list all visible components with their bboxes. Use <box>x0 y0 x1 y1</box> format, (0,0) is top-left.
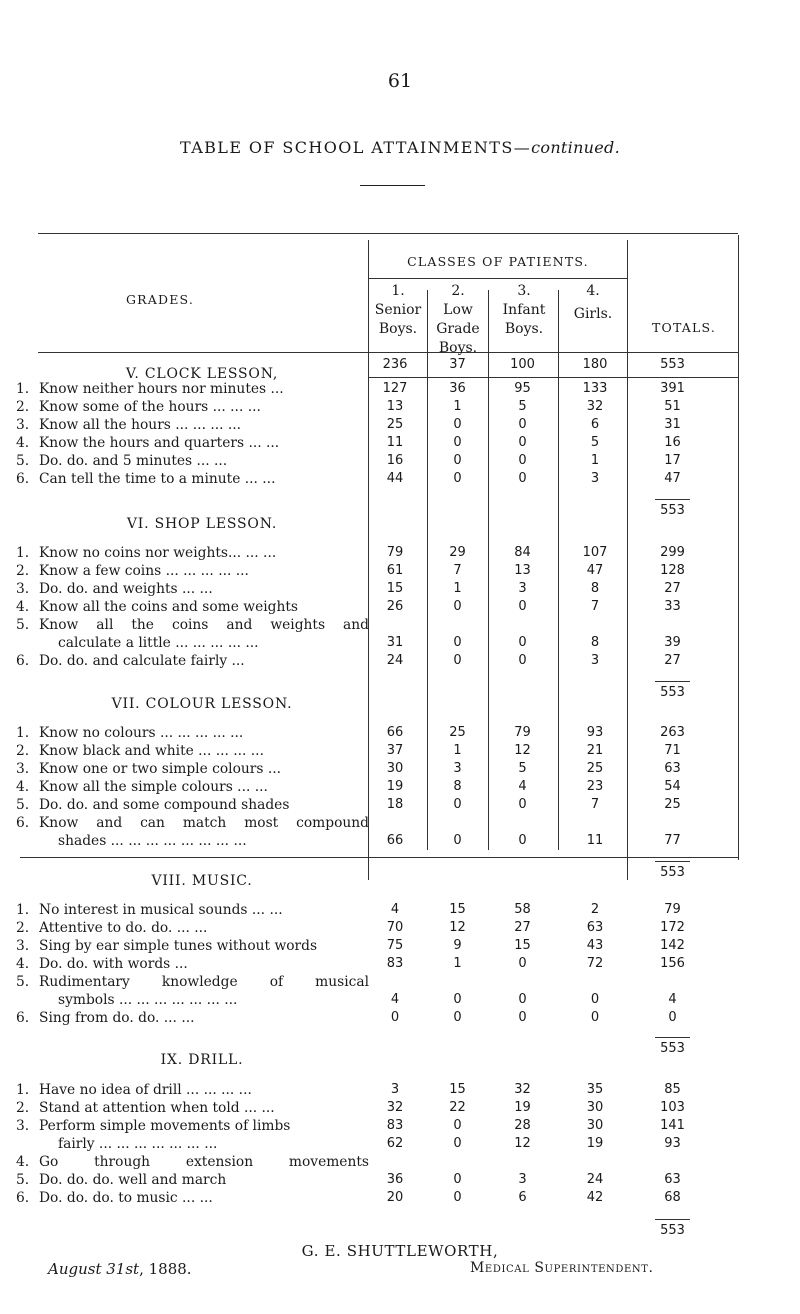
cell-senior-boys: 4 <box>390 992 400 1007</box>
cell-senior-boys: 25 <box>386 417 404 432</box>
row-label: Attentive to do. do. ... ... <box>39 920 208 936</box>
section-total: 553 <box>660 1223 685 1238</box>
cell-low-grade-boys: 0 <box>453 635 462 650</box>
table-row <box>0 562 800 580</box>
table-row <box>0 1135 800 1153</box>
cell-total: 27 <box>664 653 681 668</box>
cell-low-grade-boys: 15 <box>449 902 466 917</box>
table-row <box>0 796 800 814</box>
row-number: 3. <box>16 761 30 777</box>
row-number: 1. <box>16 902 30 918</box>
row-number: 5. <box>16 1172 30 1188</box>
row-label-continued: shades ... ... ... ... ... ... ... ... <box>58 833 247 849</box>
cell-girls: 3 <box>590 653 600 668</box>
table-row <box>0 434 800 452</box>
row-label: Rudimentary knowledge of musical <box>39 974 369 990</box>
row-label: Know no colours ... ... ... ... ... <box>39 725 244 741</box>
header-bottom-rule <box>38 352 738 353</box>
cell-infant-boys: 15 <box>514 938 531 953</box>
cell-low-grade-boys: 22 <box>449 1100 466 1115</box>
cell-senior-boys: 0 <box>390 1010 400 1025</box>
row-label: Have no idea of drill ... ... ... ... <box>39 1082 252 1098</box>
row-number: 2. <box>16 563 30 579</box>
table-row <box>0 1171 800 1189</box>
table-row <box>0 1117 800 1135</box>
cell-infant-boys: 0 <box>518 653 527 668</box>
section-total-rule <box>655 499 690 500</box>
row-label: Do. do. do. well and march <box>39 1172 227 1188</box>
table-row <box>0 919 800 937</box>
row-label: Go through extension movements <box>39 1154 369 1170</box>
signature-name: G. E. SHUTTLEWORTH, <box>301 1242 499 1260</box>
table-row <box>0 832 800 850</box>
row-label: Do. do. and weights ... ... <box>39 581 213 597</box>
cell-senior-boys: 62 <box>386 1136 404 1151</box>
cell-low-grade-boys: 9 <box>453 938 462 953</box>
section-total: 553 <box>660 1041 685 1056</box>
cell-total: 47 <box>664 471 681 486</box>
cell-low-grade-boys: 1 <box>453 956 462 971</box>
cell-infant-boys: 6 <box>518 1190 527 1205</box>
cell-infant-boys: 5 <box>518 761 527 776</box>
class-total-low-grade: 37 <box>449 357 466 372</box>
table-row <box>0 580 800 598</box>
cell-infant-boys: 13 <box>514 563 531 578</box>
table-row <box>0 1009 800 1027</box>
section-total: 553 <box>660 503 685 518</box>
signature-role: Medical Superintendent. <box>470 1260 654 1276</box>
cell-infant-boys: 3 <box>518 581 527 596</box>
table-row <box>0 1189 800 1207</box>
table-row-label-first-line <box>0 973 800 991</box>
row-label: Do. do. and some compound shades <box>39 797 290 813</box>
cell-girls: 8 <box>590 581 600 596</box>
section-total-rule <box>655 861 690 862</box>
row-label-continued: fairly ... ... ... ... ... ... ... <box>58 1136 218 1152</box>
table-row <box>0 724 800 742</box>
cell-girls: 30 <box>586 1118 604 1133</box>
cell-senior-boys: 11 <box>386 435 404 450</box>
cell-total: 17 <box>664 453 681 468</box>
cell-total: 68 <box>664 1190 681 1205</box>
cell-girls: 25 <box>586 761 604 776</box>
cell-total: 172 <box>660 920 685 935</box>
table-bottom-border <box>20 857 738 858</box>
row-label: Know some of the hours ... ... ... <box>39 399 261 415</box>
row-label: Know all the coins and weights and <box>39 617 369 633</box>
row-number: 4. <box>16 779 30 795</box>
table-row <box>0 380 800 398</box>
cell-low-grade-boys: 8 <box>453 779 462 794</box>
cell-total: 31 <box>664 417 681 432</box>
cell-low-grade-boys: 0 <box>453 599 462 614</box>
column-header-senior-boys: 1. Senior Boys. <box>374 283 422 337</box>
cell-infant-boys: 27 <box>514 920 531 935</box>
cell-total: 142 <box>660 938 685 953</box>
cell-senior-boys: 32 <box>386 1100 404 1115</box>
cell-girls: 0 <box>590 992 600 1007</box>
row-number: 3. <box>16 938 30 954</box>
class-totals-rule <box>368 377 738 378</box>
table-row-label-first-line <box>0 1153 800 1171</box>
table-row <box>0 544 800 562</box>
cell-infant-boys: 0 <box>518 599 527 614</box>
table-row <box>0 416 800 434</box>
cell-girls: 32 <box>586 399 604 414</box>
column-header-girls: 4. Girls. <box>573 283 613 322</box>
cell-senior-boys: 83 <box>386 1118 404 1133</box>
cell-low-grade-boys: 0 <box>453 435 462 450</box>
grades-header: GRADES. <box>125 292 195 307</box>
cell-infant-boys: 0 <box>518 956 527 971</box>
table-row <box>0 742 800 760</box>
row-number: 5. <box>16 974 30 990</box>
row-label: Sing by ear simple tunes without words <box>39 938 318 954</box>
cell-senior-boys: 4 <box>390 902 400 917</box>
cell-total: 77 <box>664 833 681 848</box>
class-total-senior: 236 <box>382 357 408 372</box>
cell-total: 39 <box>664 635 681 650</box>
cell-low-grade-boys: 1 <box>453 399 462 414</box>
cell-infant-boys: 12 <box>514 743 531 758</box>
row-number: 4. <box>16 435 30 451</box>
row-number: 2. <box>16 1100 30 1116</box>
cell-infant-boys: 19 <box>514 1100 531 1115</box>
row-number: 1. <box>16 725 30 741</box>
row-number: 6. <box>16 815 30 831</box>
cell-girls: 43 <box>586 938 604 953</box>
cell-low-grade-boys: 0 <box>453 653 462 668</box>
row-number: 6. <box>16 1190 30 1206</box>
cell-infant-boys: 0 <box>518 992 527 1007</box>
cell-low-grade-boys: 0 <box>453 471 462 486</box>
section-title: VIII. MUSIC. <box>151 873 253 889</box>
cell-infant-boys: 0 <box>518 435 527 450</box>
table-row <box>0 398 800 416</box>
cell-senior-boys: 66 <box>386 833 404 848</box>
cell-girls: 19 <box>586 1136 604 1151</box>
row-number: 2. <box>16 399 30 415</box>
table-top-border <box>38 233 738 234</box>
cell-low-grade-boys: 0 <box>453 453 462 468</box>
cell-infant-boys: 0 <box>518 417 527 432</box>
table-row <box>0 634 800 652</box>
section-total: 553 <box>660 865 685 880</box>
table-row <box>0 991 800 1009</box>
cell-girls: 11 <box>586 833 604 848</box>
cell-girls: 72 <box>586 956 604 971</box>
row-number: 5. <box>16 617 30 633</box>
section-title: VII. COLOUR LESSON. <box>111 696 293 712</box>
cell-senior-boys: 83 <box>386 956 404 971</box>
section-title: VI. SHOP LESSON. <box>126 516 278 532</box>
table-row <box>0 598 800 616</box>
page-title: TABLE OF SCHOOL ATTAINMENTS—continued. <box>180 138 620 157</box>
cell-senior-boys: 36 <box>386 1172 404 1187</box>
cell-girls: 23 <box>586 779 604 794</box>
table-row <box>0 937 800 955</box>
class-total-all: 553 <box>660 357 685 372</box>
row-label: Know the hours and quarters ... ... <box>39 435 280 451</box>
cell-total: 63 <box>664 761 681 776</box>
row-number: 6. <box>16 1010 30 1026</box>
row-label-continued: calculate a little ... ... ... ... ... <box>58 635 259 651</box>
row-label: Know black and white ... ... ... ... <box>39 743 264 759</box>
row-label: Do. do. do. to music ... ... <box>39 1190 213 1206</box>
row-label: No interest in musical sounds ... ... <box>39 902 283 918</box>
cell-infant-boys: 79 <box>514 725 531 740</box>
cell-infant-boys: 0 <box>518 1010 527 1025</box>
cell-infant-boys: 0 <box>518 635 527 650</box>
cell-senior-boys: 20 <box>386 1190 404 1205</box>
row-number: 2. <box>16 920 30 936</box>
cell-total: 0 <box>668 1010 677 1025</box>
cell-senior-boys: 26 <box>386 599 404 614</box>
cell-infant-boys: 12 <box>514 1136 531 1151</box>
section-title: V. CLOCK LESSON, <box>125 366 279 382</box>
cell-girls: 5 <box>590 435 600 450</box>
cell-infant-boys: 0 <box>518 453 527 468</box>
table-row <box>0 1081 800 1099</box>
row-label: Do. do. and calculate fairly ... <box>39 653 245 669</box>
cell-low-grade-boys: 12 <box>449 920 466 935</box>
cell-infant-boys: 28 <box>514 1118 531 1133</box>
cell-senior-boys: 61 <box>386 563 404 578</box>
column-header-low-grade-boys: 2. Low Grade Boys. <box>436 283 480 356</box>
row-number: 3. <box>16 1118 30 1134</box>
table-row <box>0 652 800 670</box>
cell-senior-boys: 44 <box>386 471 404 486</box>
table-row-label-first-line <box>0 814 800 832</box>
table-row <box>0 1099 800 1117</box>
cell-infant-boys: 0 <box>518 833 527 848</box>
cell-girls: 2 <box>590 902 600 917</box>
cell-senior-boys: 19 <box>386 779 404 794</box>
cell-low-grade-boys: 3 <box>453 761 462 776</box>
totals-header: TOTALS. <box>651 320 717 335</box>
row-number: 1. <box>16 1082 30 1098</box>
cell-infant-boys: 0 <box>518 471 527 486</box>
row-label-continued: symbols ... ... ... ... ... ... ... <box>58 992 238 1008</box>
cell-senior-boys: 15 <box>386 581 404 596</box>
table-row <box>0 901 800 919</box>
section-total-rule <box>655 681 690 682</box>
table-row-label-first-line <box>0 616 800 634</box>
cell-girls: 30 <box>586 1100 604 1115</box>
row-label: Know all the hours ... ... ... ... <box>39 417 242 433</box>
cell-senior-boys: 30 <box>386 761 404 776</box>
table-row <box>0 452 800 470</box>
cell-senior-boys: 75 <box>386 938 404 953</box>
cell-infant-boys: 84 <box>514 545 531 560</box>
cell-infant-boys: 4 <box>518 779 527 794</box>
cell-senior-boys: 18 <box>386 797 404 812</box>
cell-girls: 35 <box>586 1082 604 1097</box>
row-number: 5. <box>16 797 30 813</box>
column-header-infant-boys: 3. Infant Boys. <box>502 283 546 337</box>
cell-girls: 21 <box>586 743 604 758</box>
row-number: 4. <box>16 956 30 972</box>
cell-low-grade-boys: 0 <box>453 1136 462 1151</box>
cell-girls: 6 <box>590 417 600 432</box>
row-label: Sing from do. do. ... ... <box>39 1010 195 1026</box>
cell-total: 79 <box>664 902 681 917</box>
cell-total: 103 <box>660 1100 685 1115</box>
cell-senior-boys: 79 <box>386 545 404 560</box>
cell-total: 54 <box>664 779 681 794</box>
cell-senior-boys: 31 <box>386 635 404 650</box>
row-label: Perform simple movements of limbs <box>39 1118 291 1134</box>
cell-total: 63 <box>664 1172 681 1187</box>
cell-low-grade-boys: 1 <box>453 581 462 596</box>
cell-total: 141 <box>660 1118 685 1133</box>
cell-girls: 107 <box>582 545 608 560</box>
table-row <box>0 470 800 488</box>
cell-low-grade-boys: 0 <box>453 797 462 812</box>
cell-infant-boys: 95 <box>514 381 531 396</box>
row-number: 5. <box>16 453 30 469</box>
cell-girls: 47 <box>586 563 604 578</box>
cell-infant-boys: 5 <box>518 399 527 414</box>
row-number: 6. <box>16 471 30 487</box>
cell-low-grade-boys: 25 <box>449 725 466 740</box>
row-number: 3. <box>16 417 30 433</box>
cell-low-grade-boys: 29 <box>449 545 466 560</box>
cell-total: 16 <box>664 435 681 450</box>
cell-senior-boys: 127 <box>382 381 408 396</box>
row-number: 6. <box>16 653 30 669</box>
section-total-rule <box>655 1219 690 1220</box>
section-total-rule <box>655 1037 690 1038</box>
cell-low-grade-boys: 0 <box>453 992 462 1007</box>
cell-low-grade-boys: 1 <box>453 743 462 758</box>
cell-girls: 24 <box>586 1172 604 1187</box>
row-label: Know all the simple colours ... ... <box>39 779 268 795</box>
row-number: 2. <box>16 743 30 759</box>
cell-total: 33 <box>664 599 681 614</box>
cell-total: 93 <box>664 1136 681 1151</box>
class-total-girls: 180 <box>582 357 608 372</box>
cell-total: 4 <box>668 992 677 1007</box>
row-label: Know no coins nor weights... ... ... <box>39 545 277 561</box>
table-row <box>0 778 800 796</box>
cell-low-grade-boys: 0 <box>453 1190 462 1205</box>
cell-senior-boys: 37 <box>386 743 404 758</box>
section-title: IX. DRILL. <box>160 1052 244 1068</box>
cell-total: 156 <box>660 956 685 971</box>
cell-total: 299 <box>660 545 685 560</box>
cell-girls: 42 <box>586 1190 604 1205</box>
cell-low-grade-boys: 36 <box>449 381 466 396</box>
cell-low-grade-boys: 15 <box>449 1082 466 1097</box>
table-row <box>0 955 800 973</box>
cell-total: 85 <box>664 1082 681 1097</box>
section-total: 553 <box>660 685 685 700</box>
row-number: 4. <box>16 1154 30 1170</box>
cell-low-grade-boys: 0 <box>453 1010 462 1025</box>
cell-low-grade-boys: 0 <box>453 1118 462 1133</box>
cell-low-grade-boys: 7 <box>453 563 462 578</box>
row-number: 3. <box>16 581 30 597</box>
cell-total: 391 <box>660 381 685 396</box>
cell-infant-boys: 58 <box>514 902 531 917</box>
row-label: Know a few coins ... ... ... ... ... <box>39 563 249 579</box>
row-label: Do. do. and 5 minutes ... ... <box>39 453 228 469</box>
title-rule <box>360 185 425 186</box>
cell-senior-boys: 24 <box>386 653 404 668</box>
classes-header: CLASSES OF PATIENTS. <box>407 254 589 269</box>
row-label: Know one or two simple colours ... <box>39 761 281 777</box>
row-number: 1. <box>16 381 30 397</box>
page-number: 61 <box>387 70 413 92</box>
row-label: Stand at attention when told ... ... <box>39 1100 275 1116</box>
row-label: Know all the coins and some weights <box>39 599 298 615</box>
row-number: 4. <box>16 599 30 615</box>
cell-infant-boys: 3 <box>518 1172 527 1187</box>
cell-senior-boys: 3 <box>390 1082 400 1097</box>
cell-total: 128 <box>660 563 685 578</box>
row-label: Know neither hours nor minutes ... <box>39 381 284 397</box>
cell-girls: 3 <box>590 471 600 486</box>
class-total-infant: 100 <box>510 357 535 372</box>
cell-girls: 7 <box>590 599 600 614</box>
cell-senior-boys: 13 <box>386 399 404 414</box>
cell-low-grade-boys: 0 <box>453 417 462 432</box>
cell-girls: 133 <box>582 381 608 396</box>
cell-low-grade-boys: 0 <box>453 1172 462 1187</box>
cell-total: 71 <box>664 743 681 758</box>
row-label: Know and can match most compound <box>39 815 369 831</box>
cell-infant-boys: 0 <box>518 797 527 812</box>
cell-total: 27 <box>664 581 681 596</box>
cell-total: 263 <box>660 725 685 740</box>
cell-girls: 93 <box>586 725 604 740</box>
header-class-rule <box>368 278 628 279</box>
cell-girls: 7 <box>590 797 600 812</box>
cell-total: 25 <box>664 797 681 812</box>
cell-girls: 1 <box>590 453 600 468</box>
table-row <box>0 760 800 778</box>
row-label: Do. do. with words ... <box>39 956 188 972</box>
cell-girls: 8 <box>590 635 600 650</box>
cell-girls: 63 <box>586 920 604 935</box>
cell-senior-boys: 16 <box>386 453 404 468</box>
cell-total: 51 <box>664 399 681 414</box>
cell-low-grade-boys: 0 <box>453 833 462 848</box>
cell-girls: 0 <box>590 1010 600 1025</box>
row-number: 1. <box>16 545 30 561</box>
cell-senior-boys: 66 <box>386 725 404 740</box>
cell-infant-boys: 32 <box>514 1082 531 1097</box>
cell-senior-boys: 70 <box>386 920 404 935</box>
row-label: Can tell the time to a minute ... ... <box>39 471 276 487</box>
signature-date: August 31st, 1888. <box>48 1260 192 1278</box>
